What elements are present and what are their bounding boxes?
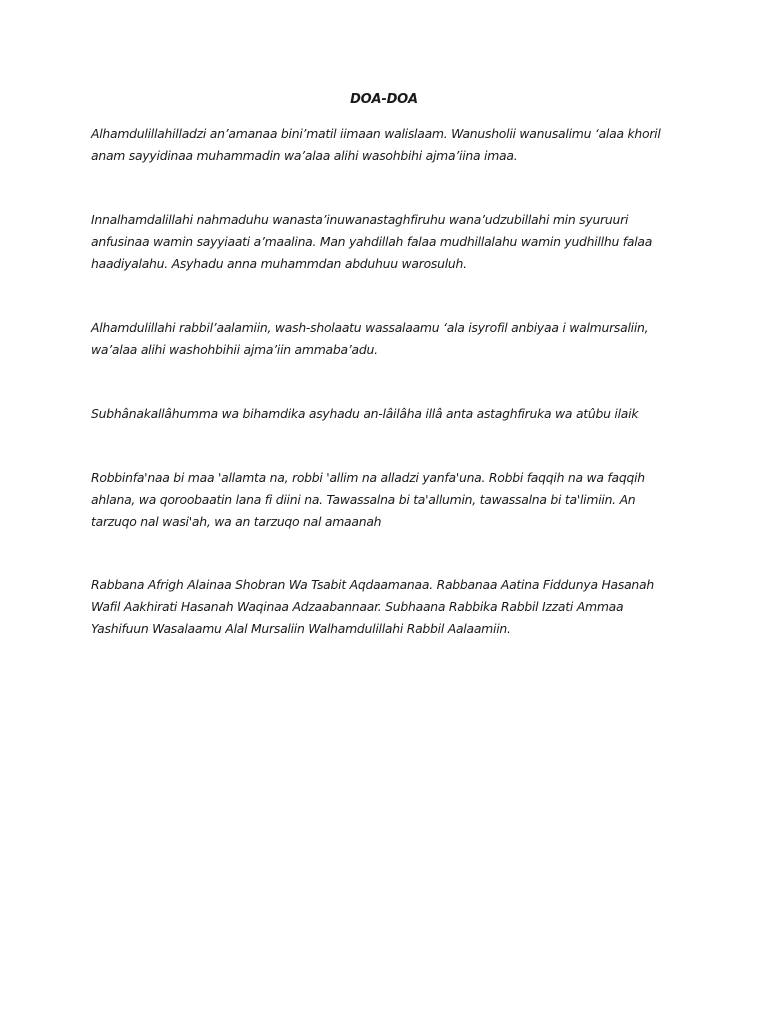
paragraph-5: Robbinfa'naa bi maa 'allamta na, robbi 'allim na alladzi yanfa'una. Robbi faqqih na wa faqqih ahlana, wa qoroobaatin lana fi diini na. Tawassalna bi ta'allumin, tawassalna bi ta'limiin. An tarzuqo nal wasi'ah, wa an tarzuqo nal amaanah [91,470,645,529]
paragraph-3: Alhamdulillahi rabbil’aalamiin, wash-sholaatu wassalaamu ‘ala isyrofil anbiyaa i walmursaliin, wa’alaa alihi washohbihii ajma’iin ammaba’adu. [91,320,649,357]
document-title: DOA-DOA [350,92,418,107]
paragraph-2: Innalhamdalillahi nahmaduhu wanasta’inuwanastaghfiruhu wana’udzubillahi min syuruuri anfusinaa wamin sayyiaati a’maalina. Man yahdillah falaa mudhillalahu wamin yudhillhu falaa haadiyalahu. Asyhadu anna muhammdan abduhuu warosuluh. [91,212,653,271]
paragraph-6: Rabbana Afrigh Alainaa Shobran Wa Tsabit Aqdaamanaa. Rabbanaa Aatina Fiddunya Hasanah Wafil Aakhirati Hasanah Waqinaa Adzaabannaar. Subhaana Rabbika Rabbil Izzati Ammaa Yashifuun Wasalaamu Alal Mursaliin Walhamdulillahi Rabbil Aalaamiin. [91,577,654,636]
paragraph-1: Alhamdulillahilladzi an’amanaa bini’matil iimaan walislaam. Wanusholii wanusalimu ‘alaa khoril anam sayyidinaa muhammadin wa’alaa alihi wasohbihi ajma’iina imaa. [91,126,661,163]
paragraph-4: Subhânakallâhumma wa bihamdika asyhadu an-lâilâha illâ anta astaghfiruka wa atûbu ilaik [91,406,639,421]
